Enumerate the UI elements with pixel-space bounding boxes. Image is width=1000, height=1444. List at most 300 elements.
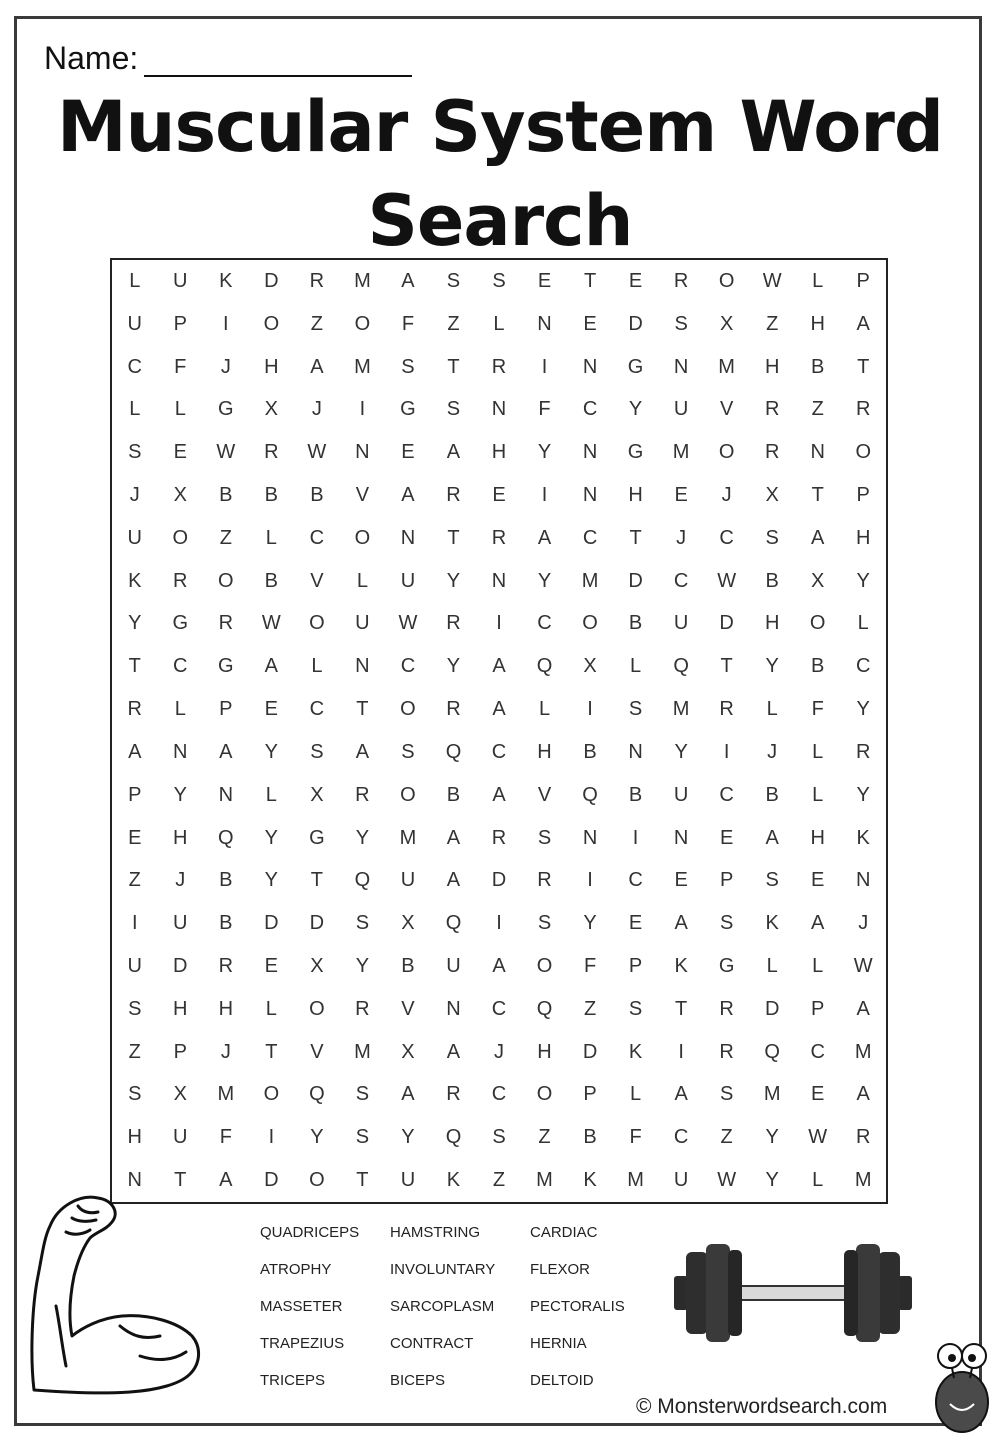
grid-letter[interactable]: F bbox=[538, 398, 551, 421]
grid-letter[interactable]: N bbox=[856, 869, 871, 892]
grid-letter[interactable]: R bbox=[719, 1040, 734, 1063]
grid-letter[interactable]: O bbox=[354, 526, 371, 549]
grid-letter[interactable]: L bbox=[812, 269, 824, 292]
grid-letter[interactable]: N bbox=[537, 312, 552, 335]
grid-letter[interactable]: U bbox=[673, 612, 689, 635]
grid-letter[interactable]: R bbox=[355, 997, 370, 1020]
grid-letter[interactable]: A bbox=[446, 1040, 461, 1063]
grid-letter[interactable]: L bbox=[812, 954, 824, 977]
grid-letter[interactable]: S bbox=[765, 869, 779, 892]
grid-letter[interactable]: C bbox=[673, 569, 689, 592]
grid-letter[interactable]: T bbox=[128, 655, 141, 678]
grid-letter[interactable]: Z bbox=[583, 997, 597, 1020]
grid-letter[interactable]: D bbox=[628, 569, 643, 592]
grid-letter[interactable]: U bbox=[173, 912, 188, 935]
grid-letter[interactable]: S bbox=[537, 826, 552, 849]
grid-letter[interactable]: E bbox=[674, 483, 688, 506]
grid-letter[interactable]: U bbox=[673, 398, 689, 421]
grid-letter[interactable]: N bbox=[218, 783, 234, 806]
grid-letter[interactable]: L bbox=[857, 612, 869, 635]
grid-letter[interactable]: M bbox=[763, 1083, 781, 1106]
grid-letter[interactable]: A bbox=[401, 269, 415, 292]
grid-letter[interactable]: Z bbox=[128, 1040, 141, 1063]
grid-letter[interactable]: O bbox=[855, 441, 871, 464]
grid-letter[interactable]: P bbox=[856, 483, 870, 506]
grid-letter[interactable]: Y bbox=[264, 869, 279, 892]
grid-letter[interactable]: B bbox=[310, 483, 324, 506]
grid-letter[interactable]: B bbox=[628, 612, 643, 635]
grid-letter[interactable]: I bbox=[723, 740, 730, 763]
grid-letter[interactable]: L bbox=[630, 655, 642, 678]
grid-letter[interactable]: H bbox=[537, 1040, 552, 1063]
grid-letter[interactable]: K bbox=[128, 569, 142, 592]
grid-letter[interactable]: L bbox=[174, 398, 186, 421]
grid-letter[interactable]: J bbox=[220, 1040, 231, 1063]
grid-letter[interactable]: M bbox=[854, 1040, 872, 1063]
grid-letter[interactable]: C bbox=[810, 1040, 825, 1063]
grid-letter[interactable]: A bbox=[492, 655, 506, 678]
grid-letter[interactable]: I bbox=[632, 826, 639, 849]
grid-letter[interactable]: C bbox=[491, 997, 507, 1020]
grid-letter[interactable]: G bbox=[627, 355, 644, 378]
grid-letter[interactable]: A bbox=[446, 869, 461, 892]
grid-letter[interactable]: K bbox=[765, 912, 779, 935]
grid-letter[interactable]: X bbox=[765, 483, 779, 506]
grid-letter[interactable]: H bbox=[764, 355, 780, 378]
grid-letter[interactable]: H bbox=[218, 997, 234, 1020]
grid-letter[interactable]: K bbox=[219, 269, 233, 292]
grid-letter[interactable]: M bbox=[354, 355, 371, 378]
grid-letter[interactable]: I bbox=[678, 1040, 684, 1063]
grid-letter[interactable]: Q bbox=[218, 826, 234, 849]
grid-letter[interactable]: K bbox=[856, 826, 870, 849]
grid-letter[interactable]: N bbox=[628, 740, 643, 763]
grid-letter[interactable]: G bbox=[718, 954, 735, 977]
grid-letter[interactable]: V bbox=[719, 398, 734, 421]
grid-letter[interactable]: L bbox=[538, 698, 551, 721]
grid-letter[interactable]: Y bbox=[765, 1126, 779, 1149]
grid-letter[interactable]: N bbox=[673, 826, 689, 849]
grid-letter[interactable]: Y bbox=[401, 1126, 415, 1149]
grid-letter[interactable]: I bbox=[359, 398, 366, 421]
grid-letter[interactable]: R bbox=[446, 483, 461, 506]
grid-letter[interactable]: Q bbox=[445, 740, 462, 763]
grid-letter[interactable]: Y bbox=[628, 398, 643, 421]
grid-letter[interactable]: C bbox=[719, 783, 734, 806]
grid-letter[interactable]: X bbox=[811, 569, 825, 592]
grid-letter[interactable]: W bbox=[808, 1126, 828, 1149]
grid-letter[interactable]: U bbox=[173, 269, 188, 292]
grid-letter[interactable]: M bbox=[718, 355, 735, 378]
grid-letter[interactable]: L bbox=[356, 569, 368, 592]
grid-letter[interactable]: L bbox=[493, 312, 505, 335]
grid-letter[interactable]: A bbox=[674, 912, 688, 935]
grid-letter[interactable]: Y bbox=[583, 912, 597, 935]
grid-letter[interactable]: S bbox=[128, 1083, 142, 1106]
grid-letter[interactable]: O bbox=[309, 612, 325, 635]
grid-letter[interactable]: R bbox=[173, 569, 188, 592]
grid-letter[interactable]: Y bbox=[128, 612, 142, 635]
grid-letter[interactable]: R bbox=[491, 826, 507, 849]
grid-letter[interactable]: N bbox=[491, 398, 507, 421]
grid-letter[interactable]: H bbox=[537, 740, 552, 763]
grid-letter[interactable]: S bbox=[446, 398, 461, 421]
grid-letter[interactable]: L bbox=[129, 398, 141, 421]
grid-letter[interactable]: N bbox=[582, 826, 598, 849]
grid-letter[interactable]: Y bbox=[355, 826, 370, 849]
grid-letter[interactable]: S bbox=[355, 1126, 370, 1149]
grid-letter[interactable]: X bbox=[173, 483, 187, 506]
grid-letter[interactable]: C bbox=[582, 398, 598, 421]
grid-letter[interactable]: H bbox=[491, 441, 507, 464]
grid-letter[interactable]: L bbox=[311, 655, 323, 678]
grid-letter[interactable]: M bbox=[399, 826, 417, 849]
grid-letter[interactable]: Q bbox=[445, 912, 462, 935]
grid-letter[interactable]: N bbox=[582, 483, 598, 506]
grid-letter[interactable]: Y bbox=[537, 569, 552, 592]
grid-letter[interactable]: W bbox=[398, 612, 418, 635]
grid-letter[interactable]: G bbox=[218, 398, 234, 421]
grid-letter[interactable]: J bbox=[858, 912, 869, 935]
grid-letter[interactable]: D bbox=[764, 997, 780, 1020]
grid-letter[interactable]: U bbox=[127, 312, 142, 335]
grid-letter[interactable]: X bbox=[264, 398, 279, 421]
grid-letter[interactable]: C bbox=[127, 355, 142, 378]
grid-letter[interactable]: R bbox=[856, 740, 871, 763]
grid-letter[interactable]: R bbox=[856, 1126, 871, 1149]
grid-letter[interactable]: J bbox=[311, 398, 322, 421]
grid-letter[interactable]: E bbox=[583, 312, 597, 335]
grid-letter[interactable]: A bbox=[310, 355, 324, 378]
grid-letter[interactable]: B bbox=[765, 783, 779, 806]
grid-letter[interactable]: P bbox=[173, 312, 187, 335]
grid-letter[interactable]: E bbox=[264, 698, 279, 721]
grid-letter[interactable]: G bbox=[172, 612, 189, 635]
grid-letter[interactable]: A bbox=[856, 1083, 870, 1106]
grid-letter[interactable]: C bbox=[537, 612, 552, 635]
grid-letter[interactable]: T bbox=[310, 869, 323, 892]
grid-letter[interactable]: B bbox=[219, 869, 233, 892]
grid-letter[interactable]: I bbox=[268, 1126, 275, 1149]
grid-letter[interactable]: W bbox=[853, 954, 873, 977]
grid-letter[interactable]: L bbox=[766, 698, 778, 721]
grid-letter[interactable]: S bbox=[537, 912, 552, 935]
grid-letter[interactable]: N bbox=[582, 355, 598, 378]
grid-letter[interactable]: P bbox=[856, 269, 870, 292]
grid-letter[interactable]: V bbox=[310, 569, 324, 592]
grid-letter[interactable]: D bbox=[264, 1169, 279, 1192]
grid-letter[interactable]: L bbox=[265, 997, 277, 1020]
grid-letter[interactable]: O bbox=[718, 269, 735, 292]
grid-letter[interactable]: S bbox=[128, 997, 142, 1020]
grid-letter[interactable]: T bbox=[447, 355, 460, 378]
grid-letter[interactable]: N bbox=[355, 655, 370, 678]
grid-letter[interactable]: H bbox=[810, 312, 825, 335]
grid-letter[interactable]: S bbox=[674, 312, 688, 335]
grid-letter[interactable]: I bbox=[131, 912, 138, 935]
grid-letter[interactable]: Q bbox=[673, 655, 689, 678]
grid-letter[interactable]: J bbox=[721, 483, 732, 506]
grid-letter[interactable]: R bbox=[446, 1083, 461, 1106]
grid-letter[interactable]: D bbox=[309, 912, 325, 935]
grid-letter[interactable]: S bbox=[355, 912, 370, 935]
grid-letter[interactable]: A bbox=[446, 826, 461, 849]
grid-letter[interactable]: E bbox=[492, 483, 506, 506]
grid-letter[interactable]: W bbox=[261, 612, 281, 635]
name-blank-line[interactable] bbox=[144, 45, 412, 77]
grid-letter[interactable]: R bbox=[446, 698, 461, 721]
grid-letter[interactable]: Z bbox=[492, 1169, 506, 1192]
grid-letter[interactable]: L bbox=[812, 740, 824, 763]
grid-letter[interactable]: R bbox=[856, 398, 871, 421]
grid-letter[interactable]: D bbox=[173, 954, 188, 977]
grid-letter[interactable]: G bbox=[400, 398, 416, 421]
grid-letter[interactable]: S bbox=[128, 441, 142, 464]
grid-letter[interactable]: J bbox=[676, 526, 687, 549]
grid-letter[interactable]: P bbox=[719, 869, 734, 892]
grid-letter[interactable]: R bbox=[491, 526, 507, 549]
grid-letter[interactable]: B bbox=[765, 569, 779, 592]
grid-letter[interactable]: J bbox=[129, 483, 140, 506]
grid-letter[interactable]: F bbox=[174, 355, 187, 378]
grid-letter[interactable]: X bbox=[310, 954, 324, 977]
grid-letter[interactable]: N bbox=[582, 441, 598, 464]
grid-letter[interactable]: J bbox=[493, 1040, 504, 1063]
grid-letter[interactable]: N bbox=[173, 740, 188, 763]
grid-letter[interactable]: T bbox=[265, 1040, 278, 1063]
grid-letter[interactable]: O bbox=[309, 997, 325, 1020]
grid-letter[interactable]: F bbox=[811, 698, 824, 721]
grid-letter[interactable]: R bbox=[491, 355, 507, 378]
grid-letter[interactable]: W bbox=[307, 441, 327, 464]
grid-letter[interactable]: E bbox=[628, 912, 643, 935]
grid-letter[interactable]: P bbox=[583, 1083, 597, 1106]
grid-letter[interactable]: O bbox=[718, 441, 735, 464]
grid-letter[interactable]: Q bbox=[536, 997, 553, 1020]
grid-letter[interactable]: M bbox=[854, 1169, 872, 1192]
grid-letter[interactable]: B bbox=[583, 740, 597, 763]
grid-letter[interactable]: O bbox=[309, 1169, 325, 1192]
grid-letter[interactable]: X bbox=[719, 312, 734, 335]
grid-letter[interactable]: I bbox=[541, 355, 548, 378]
grid-letter[interactable]: C bbox=[582, 526, 598, 549]
grid-letter[interactable]: K bbox=[674, 954, 688, 977]
grid-letter[interactable]: O bbox=[263, 312, 280, 335]
grid-letter[interactable]: O bbox=[400, 783, 416, 806]
grid-letter[interactable]: T bbox=[174, 1169, 187, 1192]
grid-letter[interactable]: X bbox=[173, 1083, 187, 1106]
grid-letter[interactable]: R bbox=[355, 783, 370, 806]
grid-letter[interactable]: A bbox=[811, 912, 825, 935]
grid-letter[interactable]: B bbox=[811, 655, 825, 678]
grid-letter[interactable]: C bbox=[719, 526, 734, 549]
grid-letter[interactable]: X bbox=[401, 912, 415, 935]
grid-letter[interactable]: Z bbox=[310, 312, 323, 335]
grid-letter[interactable]: S bbox=[628, 698, 643, 721]
grid-letter[interactable]: I bbox=[223, 312, 229, 335]
grid-letter[interactable]: R bbox=[309, 269, 325, 292]
grid-letter[interactable]: S bbox=[401, 355, 415, 378]
grid-letter[interactable]: D bbox=[264, 269, 279, 292]
grid-letter[interactable]: L bbox=[129, 269, 141, 292]
grid-letter[interactable]: O bbox=[536, 954, 553, 977]
grid-letter[interactable]: V bbox=[355, 483, 370, 506]
grid-letter[interactable]: T bbox=[356, 698, 369, 721]
grid-letter[interactable]: Y bbox=[310, 1126, 324, 1149]
grid-letter[interactable]: H bbox=[764, 612, 780, 635]
grid-letter[interactable]: P bbox=[173, 1040, 187, 1063]
grid-letter[interactable]: E bbox=[674, 869, 688, 892]
grid-letter[interactable]: P bbox=[811, 997, 825, 1020]
grid-letter[interactable]: P bbox=[219, 698, 233, 721]
grid-letter[interactable]: D bbox=[628, 312, 643, 335]
grid-letter[interactable]: M bbox=[536, 1169, 553, 1192]
grid-letter[interactable]: S bbox=[310, 740, 324, 763]
grid-letter[interactable]: A bbox=[446, 441, 461, 464]
grid-letter[interactable]: Y bbox=[674, 740, 688, 763]
grid-letter[interactable]: A bbox=[674, 1083, 688, 1106]
grid-letter[interactable]: A bbox=[355, 740, 370, 763]
grid-letter[interactable]: C bbox=[628, 869, 643, 892]
grid-letter[interactable]: M bbox=[217, 1083, 235, 1106]
grid-letter[interactable]: Y bbox=[765, 655, 779, 678]
grid-letter[interactable]: K bbox=[446, 1169, 461, 1192]
grid-letter[interactable]: B bbox=[264, 569, 279, 592]
grid-letter[interactable]: S bbox=[765, 526, 779, 549]
grid-letter[interactable]: Q bbox=[445, 1126, 462, 1149]
grid-letter[interactable]: A bbox=[219, 1169, 233, 1192]
grid-letter[interactable]: C bbox=[491, 740, 507, 763]
grid-letter[interactable]: L bbox=[812, 783, 824, 806]
grid-letter[interactable]: V bbox=[401, 997, 415, 1020]
grid-letter[interactable]: T bbox=[356, 1169, 369, 1192]
grid-letter[interactable]: I bbox=[541, 483, 548, 506]
grid-letter[interactable]: Z bbox=[538, 1126, 551, 1149]
grid-letter[interactable]: C bbox=[491, 1083, 507, 1106]
grid-letter[interactable]: D bbox=[491, 869, 507, 892]
grid-letter[interactable]: C bbox=[309, 526, 325, 549]
grid-letter[interactable]: A bbox=[492, 954, 506, 977]
grid-letter[interactable]: K bbox=[628, 1040, 643, 1063]
grid-letter[interactable]: M bbox=[354, 1040, 371, 1063]
grid-letter[interactable]: Q bbox=[354, 869, 371, 892]
grid-letter[interactable]: T bbox=[629, 526, 642, 549]
grid-letter[interactable]: Z bbox=[766, 312, 779, 335]
grid-letter[interactable]: Z bbox=[219, 526, 232, 549]
grid-letter[interactable]: Q bbox=[582, 783, 598, 806]
grid-letter[interactable]: Y bbox=[264, 826, 279, 849]
grid-letter[interactable]: I bbox=[587, 698, 593, 721]
grid-letter[interactable]: Y bbox=[856, 569, 870, 592]
grid-letter[interactable]: M bbox=[581, 569, 599, 592]
grid-letter[interactable]: M bbox=[672, 698, 690, 721]
grid-letter[interactable]: A bbox=[492, 783, 506, 806]
grid-letter[interactable]: T bbox=[720, 655, 733, 678]
grid-letter[interactable]: Z bbox=[128, 869, 141, 892]
grid-letter[interactable]: L bbox=[265, 783, 277, 806]
grid-letter[interactable]: W bbox=[717, 569, 737, 592]
grid-letter[interactable]: S bbox=[446, 269, 461, 292]
grid-letter[interactable]: D bbox=[264, 912, 279, 935]
grid-letter[interactable]: Y bbox=[355, 954, 370, 977]
grid-letter[interactable]: R bbox=[764, 441, 780, 464]
grid-letter[interactable]: M bbox=[672, 441, 690, 464]
grid-letter[interactable]: I bbox=[496, 612, 502, 635]
grid-letter[interactable]: L bbox=[630, 1083, 642, 1106]
grid-letter[interactable]: O bbox=[263, 1083, 280, 1106]
grid-letter[interactable]: E bbox=[811, 1083, 825, 1106]
grid-letter[interactable]: T bbox=[811, 483, 824, 506]
grid-letter[interactable]: T bbox=[583, 269, 597, 292]
grid-letter[interactable]: G bbox=[218, 655, 234, 678]
grid-letter[interactable]: X bbox=[310, 783, 324, 806]
grid-letter[interactable]: Q bbox=[764, 1040, 780, 1063]
grid-letter[interactable]: F bbox=[583, 954, 597, 977]
grid-letter[interactable]: C bbox=[856, 655, 871, 678]
grid-letter[interactable]: N bbox=[446, 997, 461, 1020]
grid-letter[interactable]: S bbox=[492, 1126, 506, 1149]
grid-letter[interactable]: A bbox=[765, 826, 779, 849]
grid-letter[interactable]: N bbox=[355, 441, 370, 464]
grid-letter[interactable]: R bbox=[127, 698, 142, 721]
grid-letter[interactable]: R bbox=[218, 612, 234, 635]
grid-letter[interactable]: H bbox=[810, 826, 825, 849]
grid-letter[interactable]: I bbox=[587, 869, 593, 892]
grid-letter[interactable]: S bbox=[492, 269, 506, 292]
grid-letter[interactable]: V bbox=[310, 1040, 324, 1063]
grid-letter[interactable]: B bbox=[628, 783, 643, 806]
grid-letter[interactable]: Z bbox=[720, 1126, 733, 1149]
grid-letter[interactable]: U bbox=[400, 1169, 416, 1192]
grid-letter[interactable]: Q bbox=[309, 1083, 325, 1106]
grid-letter[interactable]: B bbox=[583, 1126, 597, 1149]
grid-letter[interactable]: N bbox=[810, 441, 825, 464]
grid-letter[interactable]: F bbox=[629, 1126, 642, 1149]
grid-letter[interactable]: C bbox=[309, 698, 325, 721]
grid-letter[interactable]: A bbox=[856, 312, 870, 335]
grid-letter[interactable]: R bbox=[537, 869, 552, 892]
grid-letter[interactable]: S bbox=[719, 1083, 734, 1106]
grid-letter[interactable]: H bbox=[856, 526, 871, 549]
grid-letter[interactable]: N bbox=[127, 1169, 142, 1192]
grid-letter[interactable]: Q bbox=[536, 655, 553, 678]
grid-letter[interactable]: E bbox=[811, 869, 825, 892]
grid-letter[interactable]: E bbox=[537, 269, 552, 292]
grid-letter[interactable]: O bbox=[354, 312, 371, 335]
grid-letter[interactable]: J bbox=[767, 740, 778, 763]
grid-letter[interactable]: T bbox=[857, 355, 870, 378]
grid-letter[interactable]: E bbox=[128, 826, 142, 849]
grid-letter[interactable]: C bbox=[400, 655, 416, 678]
grid-letter[interactable]: A bbox=[856, 997, 870, 1020]
grid-letter[interactable]: D bbox=[719, 612, 734, 635]
grid-letter[interactable]: R bbox=[264, 441, 279, 464]
grid-letter[interactable]: W bbox=[717, 1169, 737, 1192]
grid-letter[interactable]: A bbox=[128, 740, 142, 763]
grid-letter[interactable]: U bbox=[127, 954, 142, 977]
grid-letter[interactable]: B bbox=[219, 483, 233, 506]
grid-letter[interactable]: U bbox=[400, 869, 416, 892]
grid-letter[interactable]: N bbox=[491, 569, 507, 592]
grid-letter[interactable]: U bbox=[446, 954, 461, 977]
grid-letter[interactable]: V bbox=[537, 783, 552, 806]
grid-letter[interactable]: H bbox=[628, 483, 643, 506]
grid-letter[interactable]: O bbox=[172, 526, 189, 549]
grid-letter[interactable]: Y bbox=[446, 655, 461, 678]
grid-letter[interactable]: O bbox=[536, 1083, 553, 1106]
grid-letter[interactable]: Z bbox=[811, 398, 824, 421]
grid-letter[interactable]: D bbox=[582, 1040, 598, 1063]
